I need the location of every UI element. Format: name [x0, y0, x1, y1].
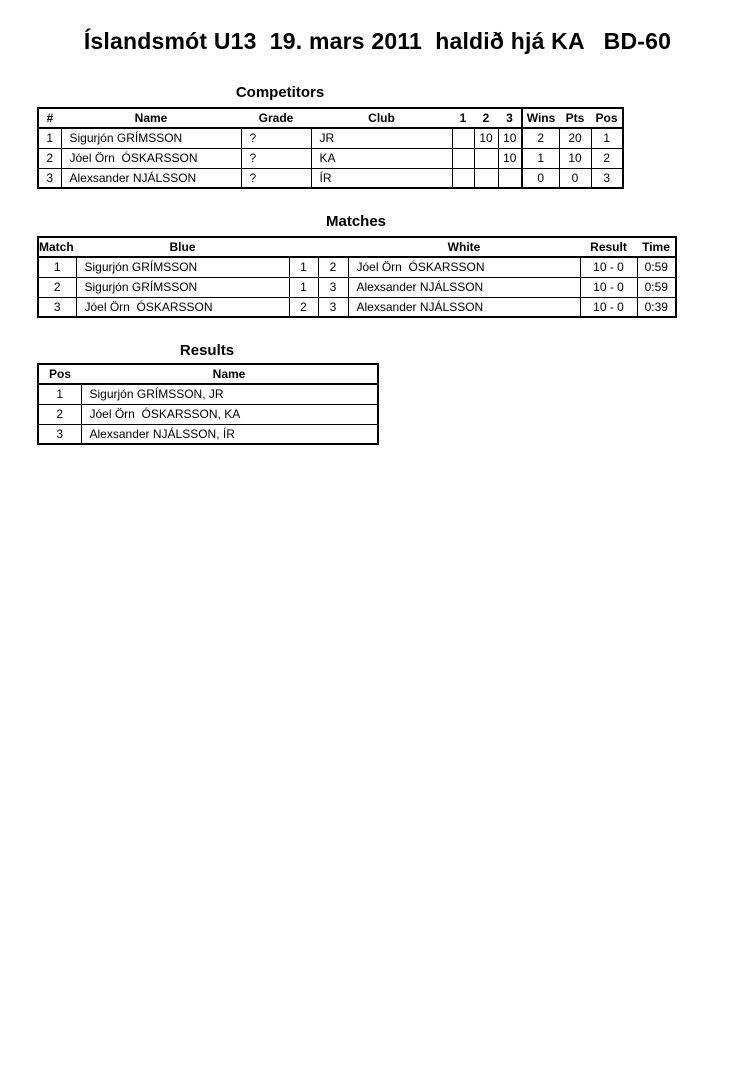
- match-number: 2: [38, 277, 76, 297]
- competitor-round2-score: [474, 148, 498, 168]
- competitors-heading: Competitors: [235, 84, 325, 101]
- match-result: 10 - 0: [580, 277, 637, 297]
- col-header-white-number: [318, 237, 348, 257]
- competitor-club: JR: [311, 128, 452, 148]
- result-row: [38, 404, 378, 424]
- match-time: 0:59: [637, 277, 676, 297]
- result-name: Jóel Örn ÓSKARSSON, KA: [81, 404, 378, 424]
- col-header-time: Time: [637, 237, 676, 257]
- competitor-round1-score: [452, 168, 474, 188]
- match-time: 0:39: [637, 297, 676, 317]
- match-blue-seed: 1: [289, 277, 318, 297]
- match-blue-seed: 2: [289, 297, 318, 317]
- col-header-wins: Wins: [522, 108, 559, 128]
- competitors-table: [37, 107, 624, 189]
- matches-header-row: [38, 237, 676, 257]
- col-header-pos: Pos: [591, 108, 623, 128]
- competitor-pts: 10: [559, 148, 591, 168]
- competitor-wins: 2: [522, 128, 559, 148]
- match-row: [38, 277, 676, 297]
- col-header-result: Result: [580, 237, 637, 257]
- competitor-pts: 20: [559, 128, 591, 148]
- col-header-round3: 3: [498, 108, 522, 128]
- competitor-wins: 0: [522, 168, 559, 188]
- competitor-number: 1: [38, 128, 61, 148]
- col-header-round2: 2: [474, 108, 498, 128]
- matches-heading: Matches: [325, 213, 387, 230]
- match-white-name: Jóel Örn ÓSKARSSON: [348, 257, 580, 277]
- competitor-round1-score: [452, 148, 474, 168]
- competitor-name: Alexsander NJÁLSSON: [61, 168, 241, 188]
- match-white-name: Alexsander NJÁLSSON: [348, 297, 580, 317]
- match-blue-name: Sigurjón GRÍMSSON: [76, 277, 289, 297]
- match-white-name: Alexsander NJÁLSSON: [348, 277, 580, 297]
- col-header-match: Match: [38, 237, 76, 257]
- match-row: [38, 257, 676, 277]
- competitor-row: [38, 128, 623, 148]
- results-heading: Results: [179, 342, 235, 359]
- match-blue-name: Jóel Örn ÓSKARSSON: [76, 297, 289, 317]
- competitor-name: Sigurjón GRÍMSSON: [61, 128, 241, 148]
- result-pos: 3: [38, 424, 81, 444]
- match-result: 10 - 0: [580, 257, 637, 277]
- col-header-name: Name: [61, 108, 241, 128]
- col-header-blue-number: [289, 237, 318, 257]
- match-white-seed: 2: [318, 257, 348, 277]
- competitor-round1-score: [452, 128, 474, 148]
- result-pos: 1: [38, 384, 81, 404]
- col-header-round1: 1: [452, 108, 474, 128]
- match-row: [38, 297, 676, 317]
- matches-table: [37, 236, 677, 318]
- page-title: Íslandsmót U13 19. mars 2011 haldið hjá KA BD-60: [83, 28, 672, 54]
- col-header-grade: Grade: [241, 108, 311, 128]
- competitor-name: Jóel Örn ÓSKARSSON: [61, 148, 241, 168]
- col-header-pos: Pos: [38, 364, 81, 384]
- col-header-white: White: [348, 237, 580, 257]
- result-name: Alexsander NJÁLSSON, ÍR: [81, 424, 378, 444]
- results-table: [37, 363, 379, 445]
- competitor-grade: ?: [241, 168, 311, 188]
- col-header-blue: Blue: [76, 237, 289, 257]
- competitor-number: 2: [38, 148, 61, 168]
- competitor-grade: ?: [241, 128, 311, 148]
- competitor-pts: 0: [559, 168, 591, 188]
- col-header-club: Club: [311, 108, 452, 128]
- competitor-number: 3: [38, 168, 61, 188]
- competitor-round3-score: 10: [498, 128, 522, 148]
- competitor-club: ÍR: [311, 168, 452, 188]
- col-header-name: Name: [81, 364, 378, 384]
- competitor-club: KA: [311, 148, 452, 168]
- results-header-row: [38, 364, 378, 384]
- result-row: [38, 424, 378, 444]
- col-header-number: #: [38, 108, 61, 128]
- competitor-row: [38, 148, 623, 168]
- result-pos: 2: [38, 404, 81, 424]
- competitor-round2-score: 10: [474, 128, 498, 148]
- competitor-wins: 1: [522, 148, 559, 168]
- competitor-pos: 1: [591, 128, 623, 148]
- match-number: 3: [38, 297, 76, 317]
- match-blue-seed: 1: [289, 257, 318, 277]
- result-name: Sigurjón GRÍMSSON, JR: [81, 384, 378, 404]
- match-blue-name: Sigurjón GRÍMSSON: [76, 257, 289, 277]
- competitor-grade: ?: [241, 148, 311, 168]
- result-row: [38, 384, 378, 404]
- competitor-row: [38, 168, 623, 188]
- competitor-round2-score: [474, 168, 498, 188]
- match-number: 1: [38, 257, 76, 277]
- col-header-pts: Pts: [559, 108, 591, 128]
- competitors-header-row: [38, 108, 623, 128]
- competitor-round3-score: 10: [498, 148, 522, 168]
- competitor-round3-score: [498, 168, 522, 188]
- competitor-pos: 2: [591, 148, 623, 168]
- match-white-seed: 3: [318, 277, 348, 297]
- match-white-seed: 3: [318, 297, 348, 317]
- match-time: 0:59: [637, 257, 676, 277]
- match-result: 10 - 0: [580, 297, 637, 317]
- competitor-pos: 3: [591, 168, 623, 188]
